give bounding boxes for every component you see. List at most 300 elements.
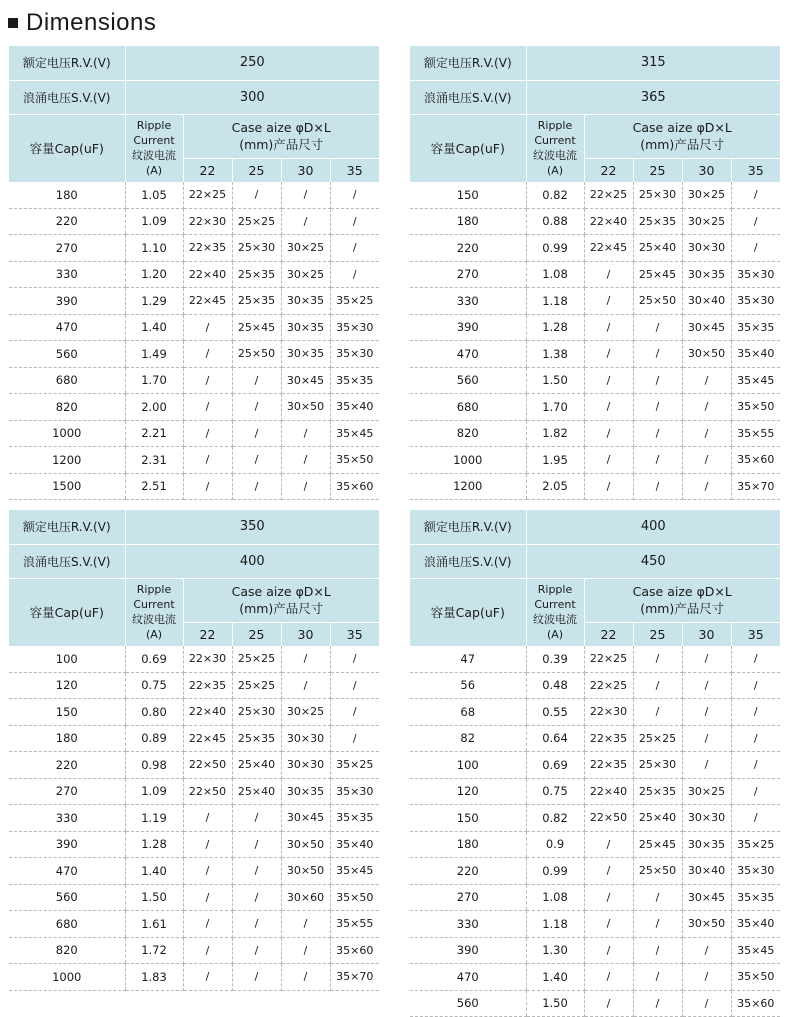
capacitance-cell: 180 — [9, 182, 125, 208]
ripple-current-cell: 1.30 — [526, 937, 584, 964]
case-size-cell: 35×50 — [330, 884, 379, 911]
ripple-current-cell: 0.55 — [526, 699, 584, 726]
case-size-cell: / — [682, 937, 731, 964]
case-size-cell: 30×50 — [682, 911, 731, 938]
case-size-cell: / — [584, 394, 633, 421]
case-size-cell: / — [584, 341, 633, 368]
ripple-current-cell: 0.75 — [526, 778, 584, 805]
case-size-cell: / — [281, 208, 330, 235]
case-size-cell: / — [281, 911, 330, 938]
surge-voltage-value: 300 — [125, 80, 379, 114]
case-size-cell: / — [633, 672, 682, 699]
table-row — [410, 884, 780, 911]
case-size-cell: / — [183, 831, 232, 858]
case-size-cell: / — [731, 672, 780, 699]
case-size-cell: 30×35 — [682, 261, 731, 288]
case-size-cell: 35×25 — [330, 752, 379, 779]
table-row — [410, 646, 780, 672]
case-size-cell: / — [633, 420, 682, 447]
case-size-cell: / — [330, 672, 379, 699]
ripple-current-cell: 1.18 — [526, 288, 584, 315]
case-size-cell: 22×35 — [183, 672, 232, 699]
case-size-header-line: Case aize φD×L — [632, 120, 732, 135]
rated-voltage-value: 350 — [125, 510, 379, 544]
ripple-current-cell: 1.61 — [125, 911, 183, 938]
capacitance-header: 容量Cap(uF) — [410, 114, 526, 182]
ripple-current-cell: 1.05 — [125, 182, 183, 208]
case-size-cell: 35×45 — [731, 367, 780, 394]
case-size-cell: 35×35 — [731, 884, 780, 911]
case-size-cell: 30×45 — [682, 314, 731, 341]
case-size-cell: / — [584, 314, 633, 341]
ripple-current-cell: 2.51 — [125, 473, 183, 500]
ripple-current-cell: 0.80 — [125, 699, 183, 726]
case-size-header-line: Case aize φD×L — [231, 120, 331, 135]
capacitance-cell: 1000 — [410, 447, 526, 474]
case-size-cell: 22×50 — [584, 805, 633, 832]
case-size-cell: / — [183, 858, 232, 885]
square-bullet-icon — [8, 18, 18, 28]
table-row — [9, 261, 379, 288]
case-size-cell: 25×30 — [232, 235, 281, 262]
table-row — [9, 473, 379, 500]
case-size-cell: 25×30 — [633, 752, 682, 779]
table-row — [9, 394, 379, 421]
table-row — [410, 447, 780, 474]
case-size-cell: / — [633, 447, 682, 474]
capacitance-cell: 180 — [410, 831, 526, 858]
case-size-cell: / — [731, 699, 780, 726]
ripple-current-cell: 2.31 — [125, 447, 183, 474]
table-row — [410, 725, 780, 752]
capacitance-cell: 120 — [9, 672, 125, 699]
case-size-cell: 30×35 — [281, 314, 330, 341]
case-size-cell: / — [183, 884, 232, 911]
ripple-current-cell: 1.40 — [125, 858, 183, 885]
ripple-current-cell: 1.50 — [526, 990, 584, 1017]
case-size-cell: / — [232, 964, 281, 991]
case-size-cell: 22×45 — [183, 725, 232, 752]
case-size-cell: 35×30 — [731, 261, 780, 288]
case-size-cell: 35×45 — [330, 858, 379, 885]
diameter-header: 30 — [682, 622, 731, 646]
capacitance-cell: 680 — [9, 367, 125, 394]
ripple-current-cell: 1.70 — [526, 394, 584, 421]
case-size-cell: / — [183, 394, 232, 421]
capacitance-cell: 100 — [410, 752, 526, 779]
capacitance-cell: 1200 — [9, 447, 125, 474]
case-size-cell: / — [584, 367, 633, 394]
case-size-header-line: Case aize φD×L — [231, 584, 331, 599]
capacitance-cell: 150 — [410, 182, 526, 208]
case-size-cell: / — [232, 937, 281, 964]
ripple-current-cell: 1.50 — [526, 367, 584, 394]
ripple-header-line: (A) — [145, 164, 163, 178]
rated-voltage-label: 额定电压R.V.(V) — [410, 510, 526, 544]
case-size-cell: / — [682, 964, 731, 991]
case-size-cell: 25×45 — [633, 831, 682, 858]
case-size-cell: 25×45 — [633, 261, 682, 288]
case-size-cell: / — [330, 182, 379, 208]
case-size-cell: 35×30 — [330, 341, 379, 368]
case-size-cell: / — [682, 447, 731, 474]
surge-voltage-value: 400 — [125, 544, 379, 578]
table-row — [410, 235, 780, 262]
capacitance-cell: 1200 — [410, 473, 526, 500]
case-size-cell: / — [183, 805, 232, 832]
ripple-current-cell: 1.72 — [125, 937, 183, 964]
case-size-cell: 35×50 — [731, 964, 780, 991]
capacitance-cell: 220 — [9, 752, 125, 779]
surge-voltage-value: 450 — [526, 544, 780, 578]
capacitance-cell: 1000 — [9, 964, 125, 991]
capacitance-cell: 82 — [410, 725, 526, 752]
case-size-cell: 25×35 — [633, 208, 682, 235]
table-row — [410, 858, 780, 885]
ripple-header-line: 纹波电流 — [132, 149, 176, 163]
case-size-cell: 22×35 — [183, 235, 232, 262]
table-row — [410, 752, 780, 779]
capacitance-cell: 150 — [9, 699, 125, 726]
capacitance-cell: 330 — [9, 261, 125, 288]
case-size-cell: 22×40 — [183, 261, 232, 288]
section-heading — [8, 8, 156, 38]
case-size-cell: / — [682, 672, 731, 699]
case-size-cell: 30×50 — [682, 341, 731, 368]
case-size-cell: / — [584, 831, 633, 858]
table-row — [410, 420, 780, 447]
ripple-current-cell: 0.48 — [526, 672, 584, 699]
case-size-cell: / — [232, 473, 281, 500]
table-row — [9, 778, 379, 805]
case-size-cell: 22×25 — [183, 182, 232, 208]
case-size-cell: / — [584, 937, 633, 964]
spec-table — [9, 46, 379, 500]
table-row — [9, 725, 379, 752]
capacitance-cell: 120 — [410, 778, 526, 805]
ripple-current-cell: 1.38 — [526, 341, 584, 368]
case-size-header-line: (mm)产品尺寸 — [640, 601, 725, 616]
case-size-cell: 30×35 — [281, 778, 330, 805]
capacitance-cell: 270 — [9, 778, 125, 805]
case-size-cell: 35×60 — [731, 447, 780, 474]
case-size-cell: / — [731, 182, 780, 208]
case-size-cell: 35×45 — [731, 937, 780, 964]
case-size-cell: 35×50 — [330, 447, 379, 474]
case-size-cell: 35×25 — [330, 288, 379, 315]
case-size-cell: / — [232, 420, 281, 447]
case-size-cell: 30×50 — [281, 394, 330, 421]
capacitance-cell: 390 — [410, 314, 526, 341]
case-size-cell: 22×45 — [183, 288, 232, 315]
case-size-cell: / — [682, 473, 731, 500]
table-row — [9, 367, 379, 394]
case-size-cell: 22×30 — [183, 208, 232, 235]
case-size-cell: 25×25 — [232, 672, 281, 699]
diameter-header: 25 — [232, 158, 281, 182]
table-row — [410, 288, 780, 315]
case-size-cell: 25×35 — [232, 288, 281, 315]
case-size-cell: 30×30 — [281, 752, 330, 779]
case-size-cell: 30×60 — [281, 884, 330, 911]
ripple-current-cell: 1.20 — [125, 261, 183, 288]
ripple-current-cell: 0.99 — [526, 235, 584, 262]
case-size-cell: / — [232, 394, 281, 421]
case-size-cell: / — [232, 805, 281, 832]
case-size-cell: / — [183, 937, 232, 964]
case-size-cell: 35×35 — [330, 805, 379, 832]
ripple-header-line: Ripple — [136, 583, 172, 597]
diameter-header: 22 — [584, 158, 633, 182]
ripple-current-cell: 1.09 — [125, 208, 183, 235]
ripple-header-line: Current — [534, 134, 576, 148]
case-size-cell: 22×35 — [584, 752, 633, 779]
table-row — [410, 937, 780, 964]
ripple-current-cell: 0.75 — [125, 672, 183, 699]
spec-table-panel — [410, 510, 780, 1017]
case-size-cell: 25×40 — [633, 805, 682, 832]
case-size-cell: / — [731, 805, 780, 832]
case-size-cell: 35×40 — [330, 831, 379, 858]
capacitance-header: 容量Cap(uF) — [9, 114, 125, 182]
case-size-cell: 35×45 — [330, 420, 379, 447]
case-size-cell: / — [633, 937, 682, 964]
case-size-cell: / — [232, 831, 281, 858]
diameter-header: 22 — [584, 622, 633, 646]
case-size-cell: 25×25 — [232, 208, 281, 235]
case-size-cell: / — [633, 990, 682, 1017]
case-size-cell: / — [682, 725, 731, 752]
case-size-cell: / — [633, 367, 682, 394]
capacitance-cell: 270 — [410, 884, 526, 911]
table-row — [410, 831, 780, 858]
capacitance-cell: 47 — [410, 646, 526, 672]
capacitance-header: 容量Cap(uF) — [9, 578, 125, 646]
case-size-cell: / — [682, 367, 731, 394]
case-size-cell: 22×40 — [584, 208, 633, 235]
case-size-cell: / — [731, 725, 780, 752]
capacitance-cell: 470 — [410, 964, 526, 991]
diameter-header: 35 — [330, 622, 379, 646]
section-title: Dimensions — [26, 9, 157, 36]
case-size-cell: 35×40 — [731, 341, 780, 368]
ripple-current-cell: 0.82 — [526, 182, 584, 208]
ripple-current-cell: 1.08 — [526, 884, 584, 911]
ripple-header-line: Ripple — [537, 583, 573, 597]
ripple-current-cell: 1.40 — [125, 314, 183, 341]
case-size-cell: 35×35 — [330, 367, 379, 394]
ripple-header-line: (A) — [145, 628, 163, 642]
spec-table-panel — [9, 510, 379, 991]
capacitance-cell: 560 — [9, 884, 125, 911]
rated-voltage-label: 额定电压R.V.(V) — [9, 46, 125, 80]
case-size-cell: 30×45 — [281, 805, 330, 832]
case-size-cell: 22×50 — [183, 752, 232, 779]
case-size-cell: / — [281, 646, 330, 672]
table-row — [9, 884, 379, 911]
case-size-cell: / — [183, 341, 232, 368]
surge-voltage-label: 浪涌电压S.V.(V) — [9, 544, 125, 578]
table-row — [410, 990, 780, 1017]
ripple-current-cell: 1.70 — [125, 367, 183, 394]
table-row — [410, 473, 780, 500]
case-size-cell: / — [281, 420, 330, 447]
case-size-cell: 35×60 — [330, 473, 379, 500]
table-row — [410, 672, 780, 699]
case-size-cell: 30×25 — [281, 235, 330, 262]
table-row — [9, 672, 379, 699]
ripple-current-cell: 0.64 — [526, 725, 584, 752]
spec-table-panel — [9, 46, 379, 500]
table-row — [9, 314, 379, 341]
case-size-header-line: Case aize φD×L — [632, 584, 732, 599]
capacitance-cell: 390 — [410, 937, 526, 964]
case-size-cell: 35×55 — [731, 420, 780, 447]
capacitance-cell: 330 — [410, 288, 526, 315]
ripple-current-cell: 2.05 — [526, 473, 584, 500]
capacitance-cell: 390 — [9, 831, 125, 858]
case-size-header — [183, 114, 379, 158]
case-size-cell: / — [731, 752, 780, 779]
table-row — [410, 314, 780, 341]
case-size-cell: 35×55 — [330, 911, 379, 938]
case-size-cell: / — [682, 990, 731, 1017]
diameter-header: 30 — [281, 158, 330, 182]
diameter-header: 35 — [330, 158, 379, 182]
diameter-header: 22 — [183, 158, 232, 182]
case-size-cell: 22×40 — [584, 778, 633, 805]
ripple-current-cell: 1.82 — [526, 420, 584, 447]
case-size-cell: / — [330, 646, 379, 672]
case-size-cell: 35×30 — [330, 778, 379, 805]
capacitance-cell: 560 — [9, 341, 125, 368]
diameter-header: 30 — [682, 158, 731, 182]
rated-voltage-value: 315 — [526, 46, 780, 80]
rated-voltage-value: 250 — [125, 46, 379, 80]
case-size-cell: 25×40 — [633, 235, 682, 262]
case-size-cell: 22×30 — [584, 699, 633, 726]
diameter-header: 35 — [731, 622, 780, 646]
case-size-cell: / — [682, 699, 731, 726]
ripple-current-cell: 0.88 — [526, 208, 584, 235]
case-size-cell: 25×35 — [232, 725, 281, 752]
case-size-cell: 30×25 — [281, 261, 330, 288]
case-size-cell: 25×35 — [232, 261, 281, 288]
capacitance-cell: 220 — [410, 235, 526, 262]
case-size-cell: / — [183, 447, 232, 474]
table-row — [410, 341, 780, 368]
table-row — [9, 911, 379, 938]
capacitance-cell: 180 — [9, 725, 125, 752]
case-size-cell: / — [731, 646, 780, 672]
case-size-cell: 25×40 — [232, 752, 281, 779]
capacitance-cell: 1000 — [9, 420, 125, 447]
capacitance-cell: 820 — [9, 394, 125, 421]
ripple-current-cell: 1.08 — [526, 261, 584, 288]
ripple-current-cell: 1.83 — [125, 964, 183, 991]
case-size-cell: / — [281, 937, 330, 964]
table-row — [410, 261, 780, 288]
surge-voltage-label: 浪涌电压S.V.(V) — [9, 80, 125, 114]
table-row — [9, 937, 379, 964]
capacitance-cell: 270 — [9, 235, 125, 262]
case-size-cell: 22×35 — [584, 725, 633, 752]
case-size-cell: / — [682, 420, 731, 447]
case-size-cell: / — [183, 367, 232, 394]
case-size-cell: / — [682, 646, 731, 672]
capacitance-cell: 180 — [410, 208, 526, 235]
capacitance-cell: 560 — [410, 990, 526, 1017]
capacitance-cell: 56 — [410, 672, 526, 699]
case-size-cell: 30×35 — [281, 288, 330, 315]
case-size-cell: / — [183, 964, 232, 991]
case-size-cell: / — [584, 473, 633, 500]
case-size-cell: / — [584, 288, 633, 315]
ripple-current-cell: 0.69 — [526, 752, 584, 779]
case-size-cell: / — [584, 858, 633, 885]
table-row — [9, 699, 379, 726]
table-row — [410, 805, 780, 832]
rated-voltage-label: 额定电压R.V.(V) — [410, 46, 526, 80]
case-size-cell: 22×40 — [183, 699, 232, 726]
case-size-cell: / — [281, 672, 330, 699]
case-size-cell: / — [281, 964, 330, 991]
ripple-header-line: (A) — [546, 628, 564, 642]
case-size-cell: 30×40 — [682, 858, 731, 885]
case-size-cell: 25×40 — [232, 778, 281, 805]
case-size-cell: 25×30 — [232, 699, 281, 726]
case-size-cell: / — [232, 858, 281, 885]
case-size-cell: 35×50 — [731, 394, 780, 421]
capacitance-cell: 820 — [9, 937, 125, 964]
table-row — [410, 778, 780, 805]
case-size-cell: 30×50 — [281, 831, 330, 858]
capacitance-cell: 220 — [9, 208, 125, 235]
table-row — [410, 911, 780, 938]
ripple-header-line: Current — [534, 598, 576, 612]
ripple-header-line: Ripple — [136, 119, 172, 133]
rated-voltage-label: 额定电压R.V.(V) — [9, 510, 125, 544]
case-size-cell: / — [633, 699, 682, 726]
case-size-cell: 35×35 — [731, 314, 780, 341]
case-size-cell: / — [330, 725, 379, 752]
ripple-current-cell: 0.98 — [125, 752, 183, 779]
ripple-header-line: Ripple — [537, 119, 573, 133]
case-size-cell: / — [682, 394, 731, 421]
case-size-cell: 35×40 — [731, 911, 780, 938]
case-size-cell: / — [183, 314, 232, 341]
case-size-cell: / — [232, 182, 281, 208]
ripple-current-header — [125, 114, 183, 182]
ripple-header-line: 纹波电流 — [533, 613, 577, 627]
case-size-cell: / — [633, 341, 682, 368]
case-size-cell: 30×50 — [281, 858, 330, 885]
case-size-cell: 30×30 — [281, 725, 330, 752]
case-size-cell: / — [633, 646, 682, 672]
case-size-cell: 30×35 — [682, 831, 731, 858]
case-size-cell: / — [183, 911, 232, 938]
table-row — [9, 235, 379, 262]
ripple-current-cell: 0.89 — [125, 725, 183, 752]
capacitance-cell: 330 — [9, 805, 125, 832]
surge-voltage-label: 浪涌电压S.V.(V) — [410, 80, 526, 114]
table-row — [410, 699, 780, 726]
case-size-cell: 22×50 — [183, 778, 232, 805]
case-size-cell: 30×25 — [682, 182, 731, 208]
case-size-cell: 22×30 — [183, 646, 232, 672]
capacitance-cell: 270 — [410, 261, 526, 288]
diameter-header: 22 — [183, 622, 232, 646]
